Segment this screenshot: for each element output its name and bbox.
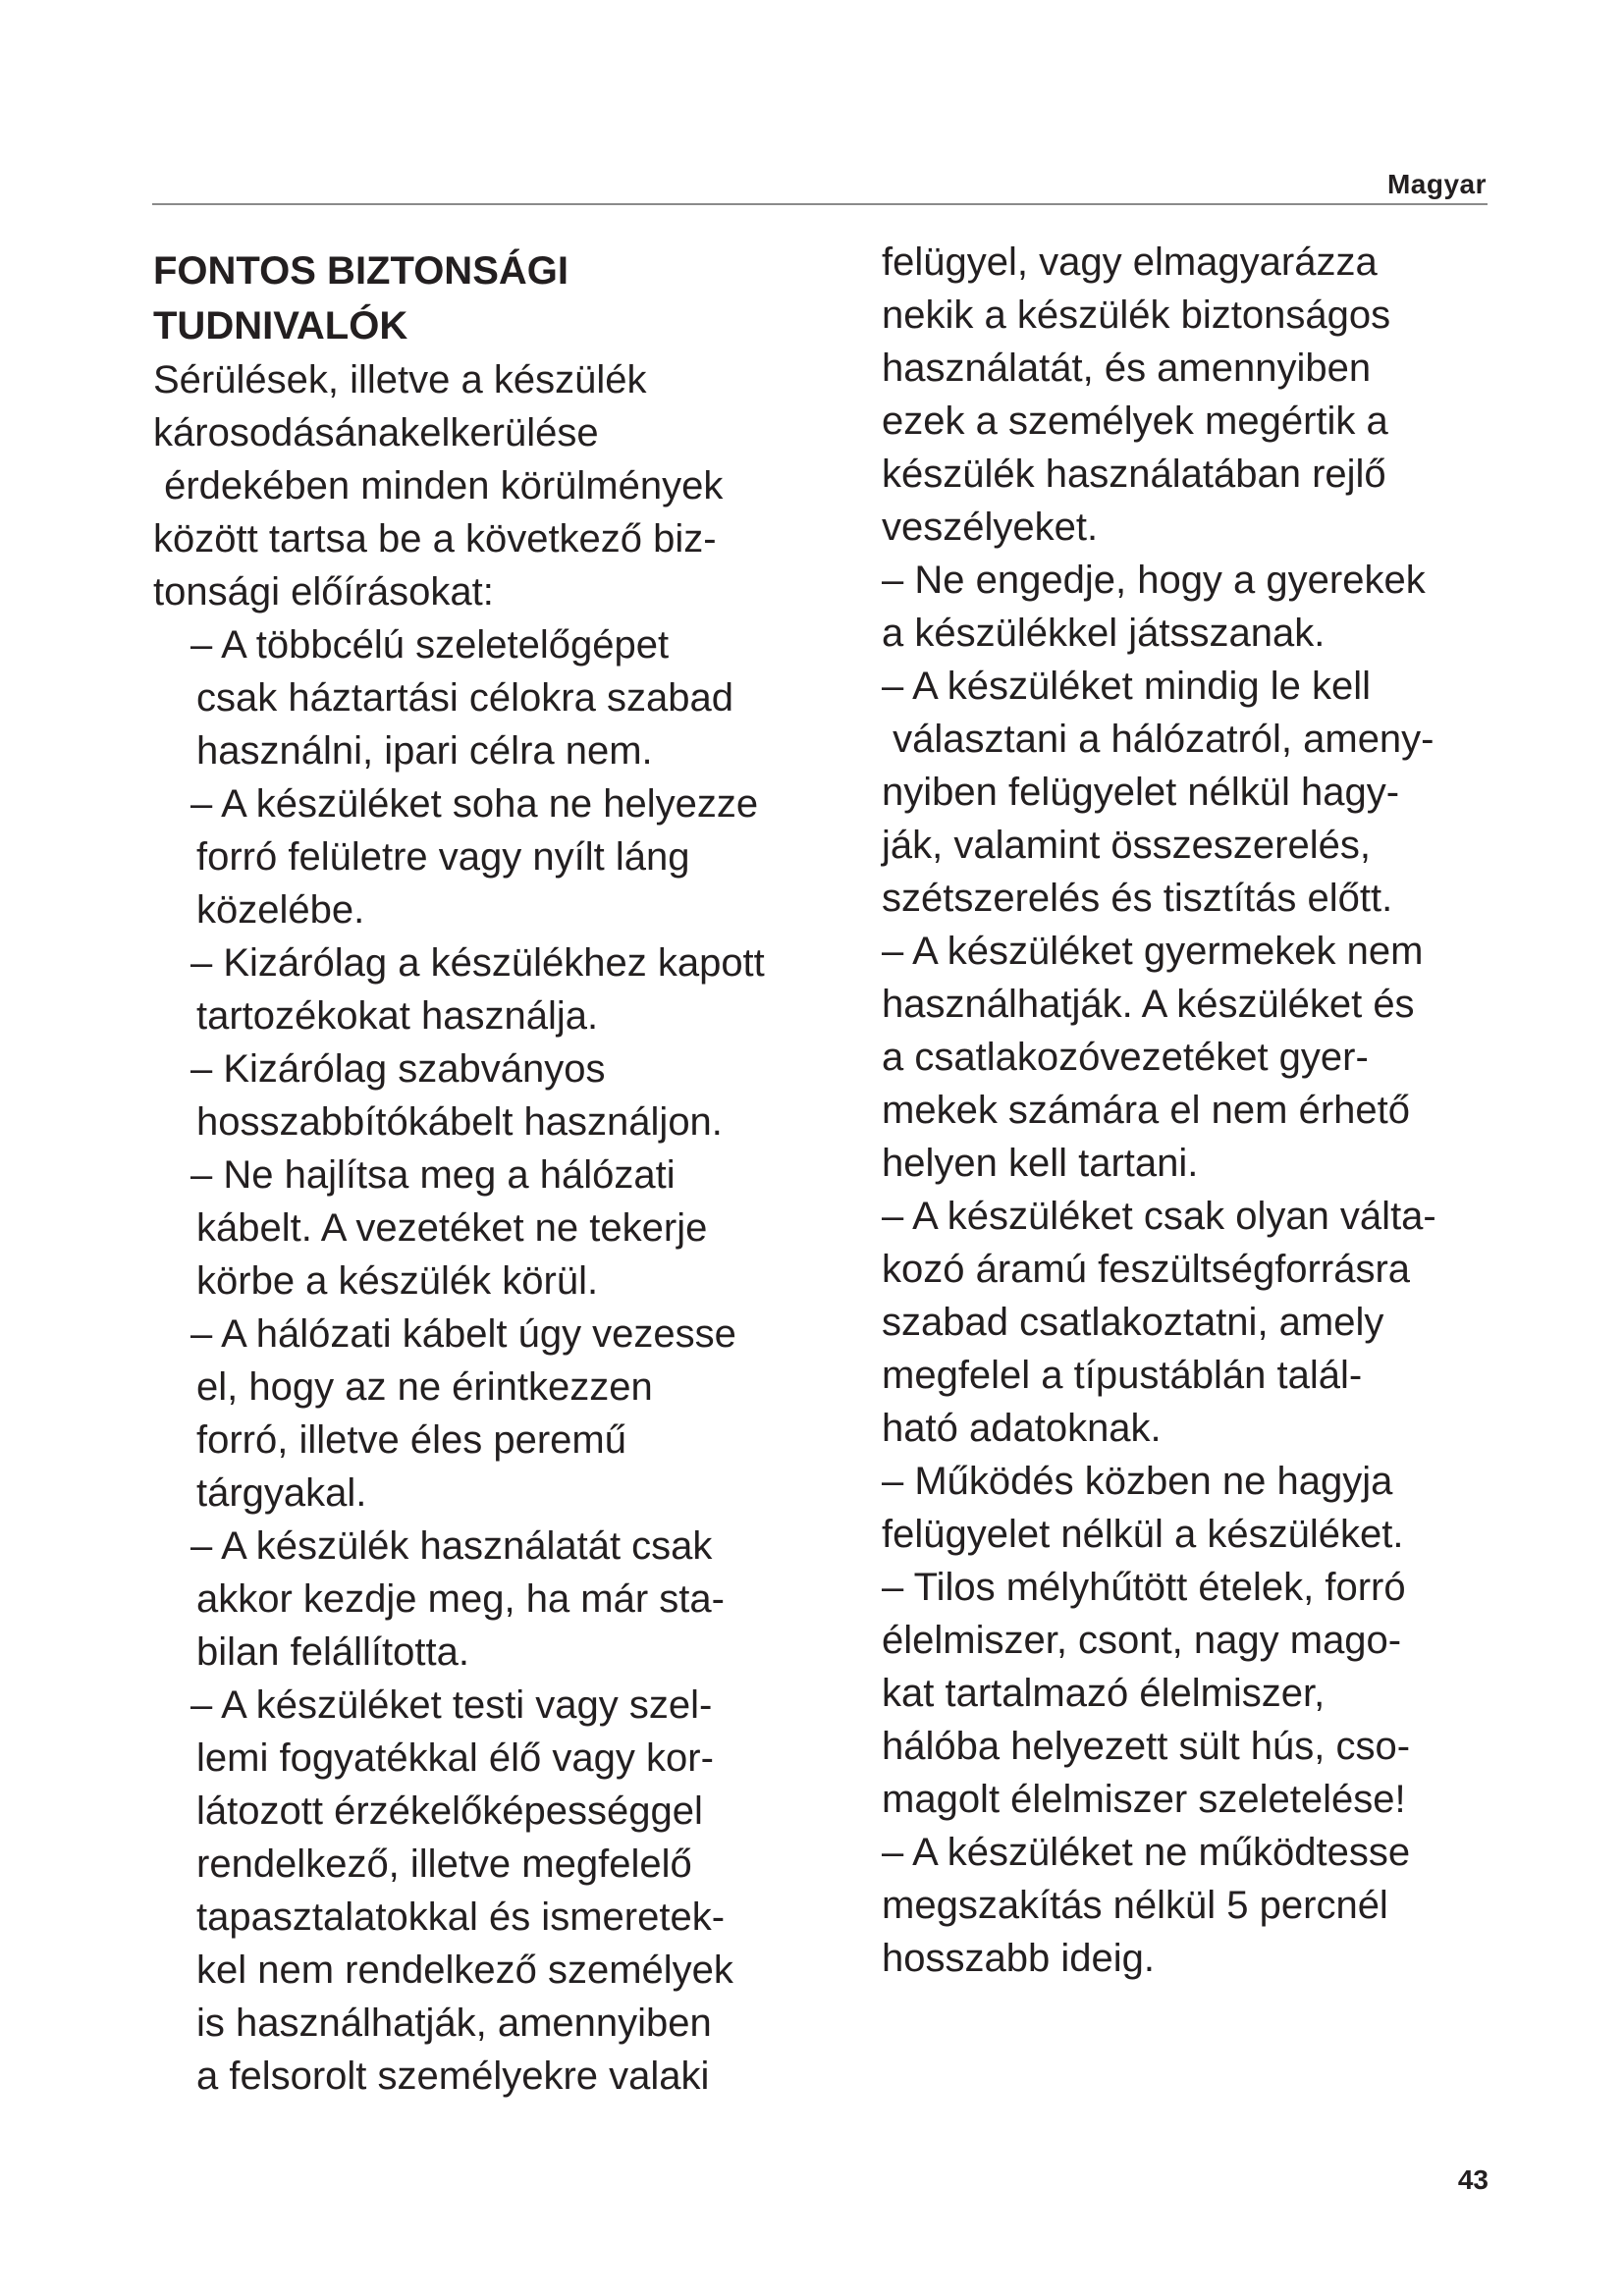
list-item-continuation: használni, ipari célra nem. [196, 729, 653, 773]
list-line: megfelel a típustáblán talál- [882, 1354, 1363, 1397]
list-line: kozó áramú feszültségforrásra [882, 1248, 1411, 1291]
list-line: ható adatoknak. [882, 1407, 1162, 1450]
list-line: használatát, és amennyiben [882, 347, 1372, 390]
header-language-label: Magyar [1386, 169, 1487, 199]
list-line: – Működés közben ne hagyja [882, 1460, 1393, 1503]
intro-line: érdekében minden körülmények [153, 464, 724, 507]
list-item: – A készülék használatát csak [190, 1524, 713, 1568]
list-item-continuation: el, hogy az ne érintkezzen [196, 1365, 653, 1409]
list-line: élelmiszer, csont, nagy mago- [882, 1619, 1402, 1662]
list-line: felügyelet nélkül a készüléket. [882, 1513, 1404, 1556]
list-line: készülék használatában rejlő [882, 453, 1386, 496]
list-item-continuation: közelébe. [196, 888, 365, 932]
list-item-continuation: hosszabbítókábelt használjon. [196, 1100, 723, 1144]
list-item: – Ne hajlítsa meg a hálózati [190, 1153, 676, 1197]
safety-list-left [153, 618, 840, 2103]
list-item-continuation: körbe a készülék körül. [196, 1259, 599, 1303]
page-number: 43 [1457, 2164, 1489, 2195]
list-line: ják, valamint összeszerelés, [882, 824, 1371, 867]
list-item: – A készüléket testi vagy szel- [190, 1683, 713, 1727]
header-divider [152, 203, 1488, 205]
list-line: felügyel, vagy elmagyarázza [882, 240, 1378, 284]
list-item-continuation: kábelt. A vezetéket ne tekerje [196, 1206, 708, 1250]
list-line: – A készüléket ne működtesse [882, 1831, 1411, 1874]
list-item: – A hálózati kábelt úgy vezesse [190, 1312, 736, 1356]
list-line: használhatják. A készüléket és [882, 983, 1415, 1026]
list-item: – A készüléket soha ne helyezze [190, 782, 759, 826]
list-item-continuation: lemi fogyatékkal élő vagy kor- [196, 1736, 714, 1780]
list-line: nyiben felügyelet nélkül hagy- [882, 771, 1400, 814]
list-line: – A készüléket csak olyan válta- [882, 1195, 1436, 1238]
list-line: hosszabb ideig. [882, 1937, 1155, 1980]
intro-line: tonsági előírásokat: [153, 570, 494, 614]
list-item-continuation: bilan felállította. [196, 1630, 469, 1674]
list-line: magolt élelmiszer szeletelése! [882, 1778, 1406, 1821]
list-item: – Kizárólag szabványos [190, 1047, 606, 1091]
list-item-continuation: forró, illetve éles peremű [196, 1418, 626, 1462]
list-item-continuation: a felsorolt személyekre valaki [196, 2055, 710, 2098]
intro-line: között tartsa be a következő biz- [153, 517, 717, 561]
list-item-continuation: is használhatják, amennyiben [196, 2002, 712, 2045]
list-line: nekik a készülék biztonságos [882, 294, 1391, 337]
list-line: ezek a személyek megértik a [882, 400, 1388, 443]
list-line: – A készüléket gyermekek nem [882, 930, 1424, 973]
list-line: megszakítás nélkül 5 percnél [882, 1884, 1388, 1927]
list-item-continuation: forró felületre vagy nyílt láng [196, 835, 690, 879]
list-item-continuation: csak háztartási célokra szabad [196, 676, 733, 720]
list-line: helyen kell tartani. [882, 1142, 1199, 1185]
list-line: mekek számára el nem érhető [882, 1089, 1411, 1132]
list-line: a csatlakozóvezetéket gyer- [882, 1036, 1369, 1079]
list-item-continuation: tartozékokat használja. [196, 994, 599, 1038]
safety-list-right [882, 236, 1510, 1985]
list-line: veszélyeket. [882, 506, 1099, 549]
section-title [153, 243, 840, 353]
right-column [882, 236, 1510, 1985]
list-item-continuation: tárgyakal. [196, 1471, 367, 1515]
list-line: kat tartalmazó élelmiszer, [882, 1672, 1326, 1715]
list-item-continuation: akkor kezdje meg, ha már sta- [196, 1577, 725, 1621]
list-item-continuation: rendelkező, illetve megfelelő [196, 1842, 692, 1886]
list-line: választani a hálózatról, ameny- [882, 718, 1435, 761]
list-line: szabad csatlakoztatni, amely [882, 1301, 1384, 1344]
left-column [153, 236, 840, 2103]
list-item: – Kizárólag a készülékhez kapott [190, 941, 765, 985]
list-line: hálóba helyezett sült hús, cso- [882, 1725, 1411, 1768]
list-item: – A többcélú szeletelőgépet [190, 623, 670, 667]
list-line: – Tilos mélyhűtött ételek, forró [882, 1566, 1406, 1609]
section-title-line: FONTOS BIZTONSÁGI [153, 249, 568, 293]
list-line: – A készüléket mindig le kell [882, 665, 1372, 708]
list-item-continuation: kel nem rendelkező személyek [196, 1949, 733, 1992]
intro-paragraph [153, 353, 840, 618]
intro-line: Sérülések, illetve a készülék [153, 358, 647, 401]
list-item-continuation: látozott érzékelőképességgel [196, 1789, 703, 1833]
list-item-continuation: tapasztalatokkal és ismeretek- [196, 1896, 726, 1939]
intro-line: károsodásánakelkerülése [153, 411, 599, 454]
list-line: – Ne engedje, hogy a gyerekek [882, 559, 1426, 602]
list-line: a készülékkel játsszanak. [882, 612, 1326, 655]
section-title-line: TUDNIVALÓK [153, 304, 408, 347]
list-line: szétszerelés és tisztítás előtt. [882, 877, 1393, 920]
